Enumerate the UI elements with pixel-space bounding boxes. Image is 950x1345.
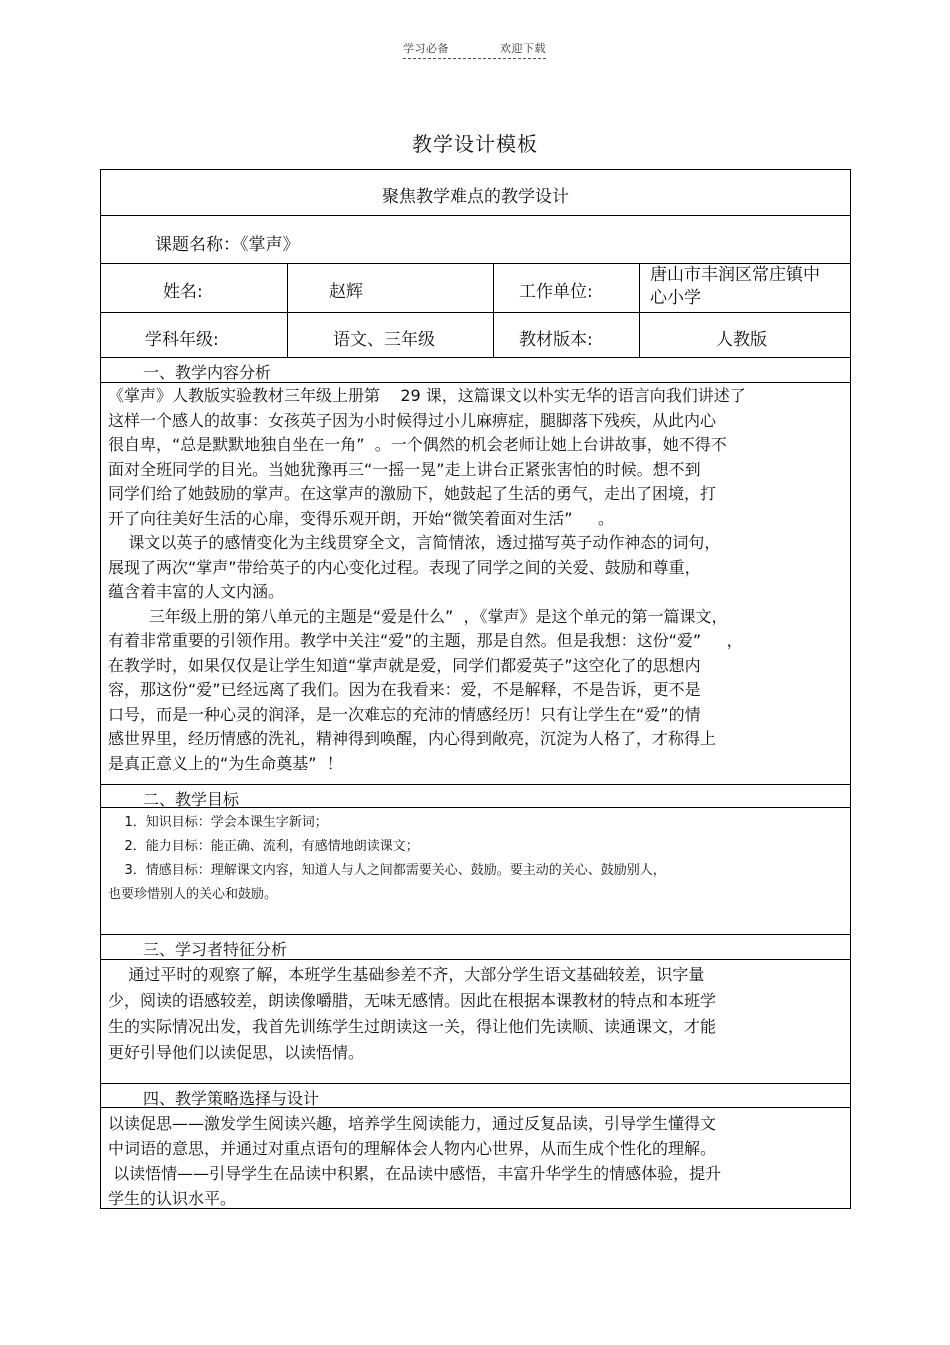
text-line: 容，那这份“爱”已经远离了我们。因为在我看来：爱，不是解释，不是告诉，更不是 [108,680,701,699]
goal-line: 也要珍惜别人的关心和鼓励。 [108,887,278,902]
learner-analysis-text [108,962,716,1066]
column-divider [493,263,494,357]
text-line: 少，阅读的语感较差，朗读像嚼腊，无味无感情。因此在根据本课教材的特点和本班学 [108,991,717,1010]
section-heading-underline [101,807,850,808]
row-divider [101,357,850,358]
grade-label: 学科年级: [145,330,219,350]
name-label: 姓名: [163,282,203,302]
work-unit-label: 工作单位: [519,282,593,302]
text-line: 更好引导他们以读促思，以读悟情。 [108,1043,365,1062]
text-line: 是真正意义上的“为生命奠基” ！ [108,753,343,773]
goal-line: 3．情感目标：理解课文内容，知道人与人之间都需要关心、鼓励。要主动的关心、鼓励别人， [108,863,666,878]
text-line: 感世界里，经历情感的洗礼，精神得到唤醒，内心得到敞亮，沉淀为人格了，才称得上 [108,729,717,748]
page-header [403,40,546,59]
text-line: 在教学时，如果仅仅是让学生知道“掌声就是爱，同学们都爱英子”这空化了的思想内 [108,655,701,675]
section-heading-teaching-goals: 二、教学目标 [143,790,240,809]
content-analysis-text [108,384,746,776]
text-line: 展现了两次“掌声”带给英子的内心变化过程。表现了同学之间的关爱、鼓励和尊重， [108,557,701,577]
goal-line: 2．能力目标：能正确、流利，有感情地朗读课文； [108,839,419,854]
section-heading-content-analysis: 一、教学内容分析 [143,363,272,382]
goal-line: 1．知识目标：学会本课生字新词； [108,815,328,830]
header-right-text: 欢迎下载 [500,42,546,55]
teaching-goals-text [108,811,666,907]
text-line: 生的实际情况出发，我首先训练学生过朗读这一关，得让他们先读顺、读通课文，才能 [108,1017,717,1036]
text-line: 同学们给了她鼓励的掌声。在这掌声的激励下，她鼓起了生活的勇气，走出了困境，打 [108,484,717,503]
edition-value: 人教版 [716,330,767,350]
section-heading-underline [101,959,850,960]
text-line: 以读悟情——引导学生在品读中积累，在品读中感悟，丰富升华学生的情感体验，提升 [108,1164,722,1183]
text-line: 三年级上册的第八单元的主题是“爱是什么” ，《掌声》是这个单元的第一篇课文， [108,606,728,626]
section-heading-underline [101,382,850,383]
text-line: 《掌声》人教版实验教材三年级上册第 29 课，这篇课文以朴实无华的语言向我们讲述了 [108,386,746,405]
work-unit-line-2: 心小学 [650,288,701,308]
text-line: 这样一个感人的故事：女孩英子因为小时候得过小儿麻痹症，腿脚落下残疾，从此内心 [108,410,717,430]
text-line: 蕴含着丰富的人文内涵。 [108,582,285,601]
edition-label: 教材版本: [519,330,593,350]
text-line: 以读促思——激发学生阅读兴趣，培养学生阅读能力，通过反复品读，引导学生懂得文 [108,1114,717,1133]
text-line: 学生的认识水平。 [108,1189,237,1208]
column-divider [639,263,640,357]
header-left-text: 学习必备 [403,42,449,55]
grade-value: 语文、三年级 [333,330,435,350]
work-unit-line-1: 唐山市丰润区常庄镇中 [650,265,820,285]
text-line: 很自卑，“总是默默地独自坐在一角” 。一个偶然的机会老师让她上台讲故事，她不得不 [108,435,727,454]
document-title: 教学设计模板 [412,132,538,156]
row-divider [101,312,850,313]
text-line: 通过平时的观察了解，本班学生基础参差不齐，大部分学生语文基础较差，识字量 [108,965,705,984]
row-divider [101,784,850,785]
text-line: 开了向往美好生活的心扉，变得乐观开朗，开始“微笑着面对生活” 。 [108,508,615,528]
text-line: 口号，而是一种心灵的润泽，是一次难忘的充沛的情感经历！只有让学生在“爱”的情 [108,704,701,724]
lesson-design-form [100,169,851,1209]
text-line: 课文以英子的感情变化为主线贯穿全文，言简情浓，透过描写英子动作神态的词句， [108,533,721,552]
row-divider [101,1083,850,1084]
strategy-design-text [108,1111,721,1211]
section-heading-learner-analysis: 三、学习者特征分析 [143,940,288,959]
column-divider [287,263,288,357]
text-line: 有着非常重要的引领作用。教学中关注“爱”的主题，那是自然。但是我想：这份“爱” ， [108,631,743,650]
text-line: 面对全班同学的目光。当她犹豫再三“一摇一晃”走上讲台正紧张害怕的时候。想不到 [108,459,701,479]
text-line: 中词语的意思，并通过对重点语句的理解体会人物内心世界，从而生成个性化的理解。 [108,1139,717,1158]
form-title: 聚焦教学难点的教学设计 [382,187,569,207]
name-value: 赵辉 [329,282,363,302]
row-divider [101,215,850,216]
section-heading-strategy-design: 四、教学策略选择与设计 [143,1089,320,1108]
work-unit-value [650,264,820,310]
row-divider [101,934,850,935]
section-heading-underline [101,1107,850,1108]
course-name: 课题名称：《掌声》 [155,235,300,255]
